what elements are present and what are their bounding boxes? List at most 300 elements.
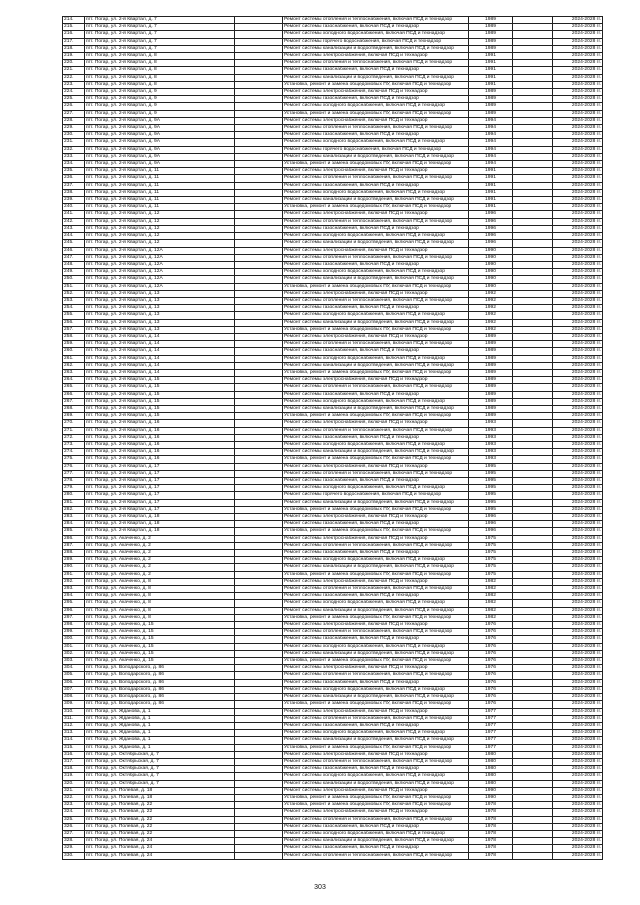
- period-cell: 2024-2028 гг.: [553, 391, 603, 398]
- work-type-cell: Ремонт системы канализации и водоотведения, включая ПСД и технадзор: [283, 449, 469, 456]
- table-row: [63, 564, 603, 571]
- row-number: 255.: [63, 312, 85, 319]
- empty-cell: [513, 586, 553, 593]
- work-type-cell: Ремонт системы холодного водоснабжения, включая ПСД и технадзор: [283, 600, 469, 607]
- build-year-cell: 1977: [469, 715, 513, 722]
- period-cell: 2024-2028 гг.: [553, 823, 603, 830]
- row-number: 270.: [63, 420, 85, 427]
- empty-cell: [513, 672, 553, 679]
- build-year-cell: 1989: [469, 398, 513, 405]
- build-year-cell: 1982: [469, 578, 513, 585]
- build-year-cell: 1989: [469, 355, 513, 362]
- work-type-cell: Ремонт системы холодного водоснабжения, включая ПСД и технадзор: [283, 233, 469, 240]
- empty-cell: [513, 333, 553, 340]
- build-year-cell: 1991: [469, 204, 513, 211]
- empty-cell: [235, 17, 283, 24]
- row-number: 290.: [63, 564, 85, 571]
- empty-cell: [235, 845, 283, 852]
- build-year-cell: 1996: [469, 218, 513, 225]
- work-type-cell: Ремонт системы канализации и водоотведения, включая ПСД и технадзор: [283, 153, 469, 160]
- empty-cell: [235, 456, 283, 463]
- row-number: 267.: [63, 398, 85, 405]
- build-year-cell: 1989: [469, 89, 513, 96]
- address-cell: пгт. Погар, ул. 2-й Квартал, д. 13: [85, 319, 235, 326]
- row-number: 277.: [63, 470, 85, 477]
- work-type-cell: Установка, ремонт и замена общедомовых ПУ, включая ПСД и технадзор: [283, 110, 469, 117]
- row-number: 229.: [63, 125, 85, 132]
- empty-cell: [513, 478, 553, 485]
- table-row: [63, 413, 603, 420]
- empty-cell: [235, 622, 283, 629]
- empty-cell: [513, 60, 553, 67]
- empty-cell: [513, 297, 553, 304]
- work-type-cell: Ремонт системы газоснабжения, включая ПСД и технадзор: [283, 636, 469, 643]
- empty-cell: [513, 449, 553, 456]
- empty-cell: [513, 557, 553, 564]
- row-number: 314.: [63, 737, 85, 744]
- table-row: [63, 679, 603, 686]
- empty-cell: [513, 348, 553, 355]
- work-type-cell: Ремонт системы холодного водоснабжения, включая ПСД и технадзор: [283, 686, 469, 693]
- table-row: [63, 773, 603, 780]
- build-year-cell: 1995: [469, 478, 513, 485]
- table-row: [63, 514, 603, 521]
- period-cell: 2024-2028 гг.: [553, 17, 603, 24]
- work-type-cell: Ремонт системы горячего водоснабжения, включая ПСД и технадзор: [283, 146, 469, 153]
- table-row: [63, 816, 603, 823]
- address-cell: пгт. Погар, ул. Акаченко, д. 8: [85, 593, 235, 600]
- build-year-cell: 1992: [469, 305, 513, 312]
- build-year-cell: 1980: [469, 751, 513, 758]
- row-number: 284.: [63, 521, 85, 528]
- period-cell: 2024-2028 гг.: [553, 528, 603, 535]
- row-number: 283.: [63, 514, 85, 521]
- table-row: [63, 269, 603, 276]
- address-cell: пгт. Погар, ул. 2-й Квартал, д. 8: [85, 60, 235, 67]
- empty-cell: [235, 139, 283, 146]
- address-cell: пгт. Погар, ул. 2-й Квартал, д. 13: [85, 312, 235, 319]
- period-cell: 2024-2028 гг.: [553, 312, 603, 319]
- build-year-cell: 1993: [469, 456, 513, 463]
- period-cell: 2024-2028 гг.: [553, 38, 603, 45]
- period-cell: 2024-2028 гг.: [553, 103, 603, 110]
- period-cell: 2024-2028 гг.: [553, 578, 603, 585]
- build-year-cell: 1978: [469, 845, 513, 852]
- period-cell: 2024-2028 гг.: [553, 679, 603, 686]
- period-cell: 2024-2028 гг.: [553, 297, 603, 304]
- address-cell: пгт. Погар, ул. Октябрьская, д. 7: [85, 758, 235, 765]
- address-cell: пгт. Погар, ул. 2-й Квартал, д. 8: [85, 74, 235, 81]
- work-type-cell: Ремонт системы электроснабжения, включая ПСД и технадзор: [283, 290, 469, 297]
- work-type-cell: Ремонт системы электроснабжения, включая ПСД и технадзор: [283, 333, 469, 340]
- empty-cell: [235, 254, 283, 261]
- period-cell: 2024-2028 гг.: [553, 24, 603, 31]
- address-cell: пгт. Погар, ул. Володарского, д. 86: [85, 694, 235, 701]
- work-type-cell: Ремонт системы отопления и теплоснабжения, включая ПСД и технадзор: [283, 254, 469, 261]
- row-number: 251.: [63, 283, 85, 290]
- row-number: 275.: [63, 456, 85, 463]
- row-number: 286.: [63, 535, 85, 542]
- address-cell: пгт. Погар, ул. 2-й Квартал, д. 7: [85, 38, 235, 45]
- empty-cell: [513, 197, 553, 204]
- empty-cell: [235, 81, 283, 88]
- build-year-cell: 1996: [469, 528, 513, 535]
- work-type-cell: Ремонт системы канализации и водоотведения, включая ПСД и технадзор: [283, 319, 469, 326]
- address-cell: пгт. Погар, ул. 2-й Квартал, д. 15: [85, 384, 235, 391]
- empty-cell: [235, 650, 283, 657]
- table-row: [63, 377, 603, 384]
- empty-cell: [235, 658, 283, 665]
- table-row: [63, 607, 603, 614]
- period-cell: 2024-2028 гг.: [553, 636, 603, 643]
- work-type-cell: Ремонт системы газоснабжения, включая ПСД и технадзор: [283, 225, 469, 232]
- empty-cell: [513, 787, 553, 794]
- period-cell: 2024-2028 гг.: [553, 225, 603, 232]
- period-cell: 2024-2028 гг.: [553, 802, 603, 809]
- address-cell: пгт. Погар, ул. 2-й Квартал, д. 18: [85, 521, 235, 528]
- row-number: 276.: [63, 463, 85, 470]
- empty-cell: [513, 103, 553, 110]
- table-row: [63, 218, 603, 225]
- build-year-cell: 1976: [469, 636, 513, 643]
- period-cell: 2024-2028 гг.: [553, 542, 603, 549]
- address-cell: пгт. Погар, ул. 2-й Квартал, д. 15: [85, 398, 235, 405]
- address-cell: пгт. Погар, ул. 2-й Квартал, д. 17: [85, 478, 235, 485]
- empty-cell: [235, 441, 283, 448]
- work-type-cell: Ремонт системы газоснабжения, включая ПСД и технадзор: [283, 391, 469, 398]
- build-year-cell: 1995: [469, 506, 513, 513]
- empty-cell: [235, 398, 283, 405]
- build-year-cell: 1978: [469, 823, 513, 830]
- empty-cell: [235, 341, 283, 348]
- table-row: [63, 593, 603, 600]
- work-type-cell: Ремонт системы канализации и водоотведения, включая ПСД и технадзор: [283, 197, 469, 204]
- period-cell: 2024-2028 гг.: [553, 81, 603, 88]
- row-number: 224.: [63, 89, 85, 96]
- row-number: 273.: [63, 441, 85, 448]
- work-type-cell: Установка, ремонт и замена общедомовых ПУ, включая ПСД и технадзор: [283, 658, 469, 665]
- table-row: [63, 60, 603, 67]
- table-row: [63, 103, 603, 110]
- empty-cell: [235, 247, 283, 254]
- period-cell: 2024-2028 гг.: [553, 146, 603, 153]
- empty-cell: [235, 470, 283, 477]
- empty-cell: [513, 240, 553, 247]
- empty-cell: [513, 168, 553, 175]
- build-year-cell: 1976: [469, 629, 513, 636]
- row-number: 257.: [63, 326, 85, 333]
- empty-cell: [235, 333, 283, 340]
- row-number: 312.: [63, 722, 85, 729]
- table-row: [63, 247, 603, 254]
- period-cell: 2024-2028 гг.: [553, 715, 603, 722]
- empty-cell: [513, 521, 553, 528]
- period-cell: 2024-2028 гг.: [553, 189, 603, 196]
- table-row: [63, 643, 603, 650]
- table-row: [63, 211, 603, 218]
- address-cell: пгт. Погар, ул. Акаченко, д. 8: [85, 586, 235, 593]
- period-cell: 2024-2028 гг.: [553, 326, 603, 333]
- build-year-cell: 1989: [469, 362, 513, 369]
- address-cell: пгт. Погар, ул. 2-й Квартал, д. 12: [85, 211, 235, 218]
- empty-cell: [513, 319, 553, 326]
- work-type-cell: Ремонт системы канализации и водоотведения, включая ПСД и технадзор: [283, 838, 469, 845]
- empty-cell: [235, 225, 283, 232]
- work-type-cell: Ремонт системы отопления и теплоснабжения, включая ПСД и технадзор: [283, 341, 469, 348]
- empty-cell: [513, 816, 553, 823]
- table-row: [63, 405, 603, 412]
- work-type-cell: Ремонт системы газоснабжения, включая ПСД и технадзор: [283, 521, 469, 528]
- period-cell: 2024-2028 гг.: [553, 305, 603, 312]
- table-row: [63, 240, 603, 247]
- empty-cell: [513, 485, 553, 492]
- empty-cell: [235, 125, 283, 132]
- empty-cell: [235, 153, 283, 160]
- empty-cell: [235, 830, 283, 837]
- empty-cell: [513, 139, 553, 146]
- build-year-cell: 1994: [469, 139, 513, 146]
- row-number: 316.: [63, 751, 85, 758]
- empty-cell: [235, 67, 283, 74]
- row-number: 319.: [63, 773, 85, 780]
- address-cell: пгт. Погар, ул. 2-й Квартал, д. 13: [85, 290, 235, 297]
- address-cell: пгт. Погар, ул. 2-й Квартал, д. 9А: [85, 132, 235, 139]
- empty-cell: [513, 708, 553, 715]
- address-cell: пгт. Погар, ул. 2-й Квартал, д. 16: [85, 449, 235, 456]
- build-year-cell: 1980: [469, 773, 513, 780]
- address-cell: пгт. Погар, ул. Акаченко, д. 2: [85, 542, 235, 549]
- period-cell: 2024-2028 гг.: [553, 369, 603, 376]
- address-cell: пгт. Погар, ул. Жданова, д. 1: [85, 744, 235, 751]
- table-row: [63, 161, 603, 168]
- table-row: [63, 333, 603, 340]
- table-row: [63, 420, 603, 427]
- empty-cell: [235, 312, 283, 319]
- row-number: 295.: [63, 600, 85, 607]
- empty-cell: [513, 225, 553, 232]
- table-row: [63, 117, 603, 124]
- build-year-cell: 1993: [469, 420, 513, 427]
- row-number: 222.: [63, 74, 85, 81]
- table-row: [63, 492, 603, 499]
- empty-cell: [513, 405, 553, 412]
- empty-cell: [235, 701, 283, 708]
- build-year-cell: 1996: [469, 514, 513, 521]
- empty-cell: [513, 96, 553, 103]
- period-cell: 2024-2028 гг.: [553, 571, 603, 578]
- row-number: 228.: [63, 117, 85, 124]
- period-cell: 2024-2028 гг.: [553, 514, 603, 521]
- work-type-cell: Ремонт системы электроснабжения, включая ПСД и технадзор: [283, 211, 469, 218]
- empty-cell: [513, 204, 553, 211]
- period-cell: 2024-2028 гг.: [553, 758, 603, 765]
- empty-cell: [235, 38, 283, 45]
- build-year-cell: 1976: [469, 686, 513, 693]
- work-type-cell: Ремонт системы холодного водоснабжения, включая ПСД и технадзор: [283, 441, 469, 448]
- work-type-cell: Ремонт системы канализации и водоотведения, включая ПСД и технадзор: [283, 74, 469, 81]
- empty-cell: [513, 614, 553, 621]
- empty-cell: [513, 81, 553, 88]
- work-type-cell: Ремонт системы электроснабжения, включая ПСД и технадзор: [283, 247, 469, 254]
- build-year-cell: 1989: [469, 17, 513, 24]
- empty-cell: [235, 593, 283, 600]
- build-year-cell: 1975: [469, 564, 513, 571]
- build-year-cell: 1976: [469, 679, 513, 686]
- work-type-cell: Ремонт системы отопления и теплоснабжения, включая ПСД и технадзор: [283, 125, 469, 132]
- period-cell: 2024-2028 гг.: [553, 830, 603, 837]
- table-row: [63, 233, 603, 240]
- empty-cell: [513, 420, 553, 427]
- table-row: [63, 715, 603, 722]
- empty-cell: [513, 341, 553, 348]
- row-number: 315.: [63, 744, 85, 751]
- build-year-cell: 1977: [469, 708, 513, 715]
- row-number: 225.: [63, 96, 85, 103]
- table-row: [63, 297, 603, 304]
- period-cell: 2024-2028 гг.: [553, 643, 603, 650]
- empty-cell: [513, 369, 553, 376]
- table-row: [63, 290, 603, 297]
- row-number: 321.: [63, 787, 85, 794]
- table-row: [63, 672, 603, 679]
- work-type-cell: Установка, ремонт и замена общедомовых ПУ, включая ПСД и технадзор: [283, 744, 469, 751]
- empty-cell: [513, 550, 553, 557]
- empty-cell: [235, 751, 283, 758]
- table-row: [63, 722, 603, 729]
- address-cell: пгт. Погар, ул. Акаченко, д. 8: [85, 578, 235, 585]
- empty-cell: [235, 607, 283, 614]
- empty-cell: [235, 60, 283, 67]
- build-year-cell: 1989: [469, 103, 513, 110]
- table-row: [63, 326, 603, 333]
- build-year-cell: 1976: [469, 701, 513, 708]
- row-number: 327.: [63, 830, 85, 837]
- address-cell: пгт. Погар, ул. 2-й Квартал, д. 12А: [85, 247, 235, 254]
- build-year-cell: 1989: [469, 96, 513, 103]
- build-year-cell: 1975: [469, 542, 513, 549]
- work-type-cell: Ремонт системы электроснабжения, включая ПСД и технадзор: [283, 420, 469, 427]
- address-cell: пгт. Погар, ул. 2-й Квартал, д. 11: [85, 175, 235, 182]
- address-cell: пгт. Погар, ул. Полевая, д. 18: [85, 787, 235, 794]
- address-cell: пгт. Погар, ул. 2-й Квартал, д. 11: [85, 168, 235, 175]
- period-cell: 2024-2028 гг.: [553, 492, 603, 499]
- build-year-cell: 1978: [469, 852, 513, 859]
- row-number: 307.: [63, 686, 85, 693]
- empty-cell: [513, 665, 553, 672]
- build-year-cell: 1994: [469, 132, 513, 139]
- row-number: 269.: [63, 413, 85, 420]
- empty-cell: [235, 838, 283, 845]
- address-cell: пгт. Погар, ул. 2-й Квартал, д. 16: [85, 456, 235, 463]
- empty-cell: [513, 45, 553, 52]
- row-number: 256.: [63, 319, 85, 326]
- build-year-cell: 1993: [469, 427, 513, 434]
- empty-cell: [235, 355, 283, 362]
- empty-cell: [513, 312, 553, 319]
- empty-cell: [513, 74, 553, 81]
- work-type-cell: Ремонт системы холодного водоснабжения, включая ПСД и технадзор: [283, 269, 469, 276]
- row-number: 244.: [63, 233, 85, 240]
- empty-cell: [235, 557, 283, 564]
- empty-cell: [513, 737, 553, 744]
- build-year-cell: 1991: [469, 175, 513, 182]
- empty-cell: [235, 420, 283, 427]
- period-cell: 2024-2028 гг.: [553, 132, 603, 139]
- table-row: [63, 802, 603, 809]
- build-year-cell: 1989: [469, 377, 513, 384]
- row-number: 231.: [63, 139, 85, 146]
- table-row: [63, 168, 603, 175]
- empty-cell: [235, 189, 283, 196]
- work-type-cell: Ремонт системы отопления и теплоснабжения, включая ПСД и технадзор: [283, 758, 469, 765]
- empty-cell: [513, 413, 553, 420]
- address-cell: пгт. Погар, ул. Акаченко, д. 8: [85, 607, 235, 614]
- address-cell: пгт. Погар, ул. 2-й Квартал, д. 11: [85, 189, 235, 196]
- empty-cell: [513, 456, 553, 463]
- work-type-cell: Ремонт системы отопления и теплоснабжения, включая ПСД и технадзор: [283, 715, 469, 722]
- address-cell: пгт. Погар, ул. 2-й Квартал, д. 14: [85, 341, 235, 348]
- row-number: 300.: [63, 636, 85, 643]
- empty-cell: [513, 744, 553, 751]
- row-number: 304.: [63, 665, 85, 672]
- build-year-cell: 1990: [469, 269, 513, 276]
- table-row: [63, 24, 603, 31]
- empty-cell: [235, 269, 283, 276]
- build-year-cell: 1996: [469, 225, 513, 232]
- table-row: [63, 254, 603, 261]
- row-number: 249.: [63, 269, 85, 276]
- table-row: [63, 276, 603, 283]
- address-cell: пгт. Погар, ул. Володарского, д. 86: [85, 686, 235, 693]
- row-number: 248.: [63, 261, 85, 268]
- empty-cell: [235, 737, 283, 744]
- work-type-cell: Ремонт системы холодного водоснабжения, включая ПСД и технадзор: [283, 355, 469, 362]
- empty-cell: [235, 528, 283, 535]
- empty-cell: [235, 492, 283, 499]
- build-year-cell: 1989: [469, 369, 513, 376]
- table-row: [63, 665, 603, 672]
- empty-cell: [513, 600, 553, 607]
- empty-cell: [235, 665, 283, 672]
- empty-cell: [235, 204, 283, 211]
- empty-cell: [235, 276, 283, 283]
- empty-cell: [513, 377, 553, 384]
- address-cell: пгт. Погар, ул. 2-й Квартал, д. 9А: [85, 146, 235, 153]
- empty-cell: [235, 506, 283, 513]
- empty-cell: [235, 578, 283, 585]
- table-row: [63, 139, 603, 146]
- table-row: [63, 175, 603, 182]
- work-type-cell: Ремонт системы отопления и теплоснабжения, включая ПСД и технадзор: [283, 17, 469, 24]
- address-cell: пгт. Погар, ул. 2-й Квартал, д. 12А: [85, 283, 235, 290]
- empty-cell: [235, 809, 283, 816]
- empty-cell: [513, 622, 553, 629]
- row-number: 234.: [63, 161, 85, 168]
- row-number: 311.: [63, 715, 85, 722]
- address-cell: пгт. Погар, ул. Акаченко, д. 2: [85, 550, 235, 557]
- empty-cell: [513, 845, 553, 852]
- build-year-cell: 1996: [469, 233, 513, 240]
- address-cell: пгт. Погар, ул. 2-й Квартал, д. 13: [85, 305, 235, 312]
- work-type-cell: Ремонт системы отопления и теплоснабжения, включая ПСД и технадзор: [283, 470, 469, 477]
- work-type-cell: Ремонт системы отопления и теплоснабжения, включая ПСД и технадзор: [283, 586, 469, 593]
- address-cell: пгт. Погар, ул. Акаченко, д. 2: [85, 557, 235, 564]
- table-row: [63, 758, 603, 765]
- row-number: 306.: [63, 679, 85, 686]
- address-cell: пгт. Погар, ул. Жданова, д. 1: [85, 737, 235, 744]
- empty-cell: [513, 391, 553, 398]
- table-row: [63, 319, 603, 326]
